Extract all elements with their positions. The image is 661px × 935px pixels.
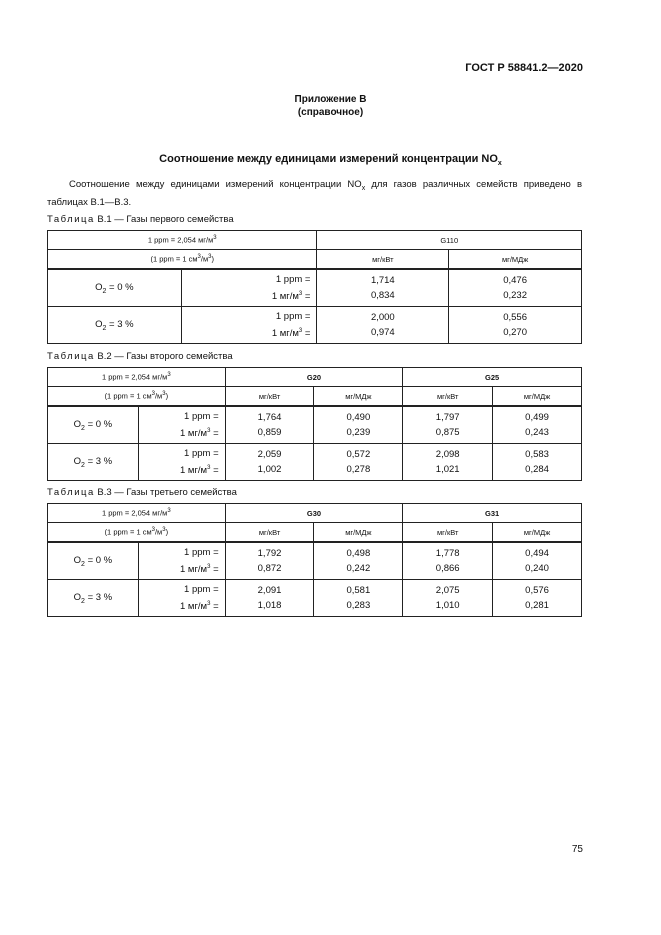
conv-sup: 3 <box>213 235 217 242</box>
value: 0,834 <box>370 290 395 302</box>
o2-sub: 2 <box>81 560 85 568</box>
header-row <box>48 250 582 270</box>
unit-label-cell <box>138 542 225 580</box>
mgm3-text: 1 мг/м <box>180 465 208 477</box>
o2-value: = 0 % <box>84 554 113 566</box>
intro-paragraph <box>47 178 582 210</box>
value-cell <box>225 542 314 580</box>
table-row <box>48 580 582 617</box>
value: 2,091 <box>257 585 282 597</box>
annex-label: Приложение В <box>294 94 367 105</box>
conv-sup: 3 <box>162 527 166 534</box>
mgm3-label <box>145 597 219 614</box>
mgm3-label <box>188 287 311 304</box>
gas-header: G25 <box>403 368 582 387</box>
o2-cell <box>48 580 139 617</box>
unit-label-cell <box>181 269 317 307</box>
conv-text: 1 ppm = 2,054 мг/м <box>101 372 168 382</box>
table-caption <box>47 214 234 225</box>
o2-sub: 2 <box>81 461 85 469</box>
value-cell <box>225 406 314 444</box>
o2-cell <box>48 406 139 444</box>
mgm3-eq: = <box>210 601 219 613</box>
header-row <box>48 523 582 543</box>
ppm-label: 1 ppm = <box>275 311 311 323</box>
header-row <box>48 387 582 407</box>
intro-text-b: для газов различных семейств приведено в таблицах В.1—В.3. <box>47 179 583 208</box>
value-cell <box>317 269 449 307</box>
gas-header: G20 <box>225 368 403 387</box>
ppm-label: 1 ppm = <box>184 547 219 558</box>
mgm3-text: 1 мг/м <box>180 601 208 613</box>
ppm-label: 1 ppm = <box>184 448 219 460</box>
caption-word: Таблица <box>47 487 95 498</box>
o2-sub: 2 <box>81 597 85 605</box>
value: 2,000 <box>370 312 395 324</box>
value: 0,581 <box>346 585 371 597</box>
caption-word: Таблица <box>47 214 95 225</box>
conv-text: /м <box>154 527 163 537</box>
page-number: 75 <box>571 844 583 855</box>
o2-sub: 2 <box>102 287 107 295</box>
mgm3-label <box>145 424 219 441</box>
mgm3-eq: = <box>302 291 311 303</box>
gas-header: G30 <box>225 504 403 523</box>
mgm3-sup: 3 <box>298 328 303 335</box>
o2-prefix: O <box>73 418 82 430</box>
value-cell <box>314 444 403 481</box>
caption-rest: В.3 — Газы третьего семейства <box>94 487 237 498</box>
value: 0,576 <box>525 585 549 597</box>
value: 0,974 <box>370 327 395 339</box>
intro-text-a: Соотношение между единицами измерений концентрации NO <box>69 179 362 190</box>
value: 1,797 <box>435 412 460 424</box>
section-title-subscript: x <box>497 160 502 168</box>
o2-value: = 3 % <box>84 455 113 467</box>
mgm3-eq: = <box>210 465 219 477</box>
value: 0,476 <box>503 275 527 287</box>
mgm3-text: 1 мг/м <box>180 428 208 440</box>
value-cell <box>314 406 403 444</box>
value-cell <box>493 444 582 481</box>
value-cell <box>493 542 582 580</box>
table-row <box>48 269 582 307</box>
value: 0,240 <box>525 563 549 575</box>
unit-header: мг/МДж <box>314 387 403 407</box>
value: 1,002 <box>257 464 282 476</box>
value: 0,239 <box>346 427 371 439</box>
o2-prefix: O <box>73 455 82 467</box>
section-title-text: Соотношение между единицами измерений концентрации NO <box>159 153 498 165</box>
conversion-header <box>48 387 226 407</box>
conversion-header <box>48 523 226 543</box>
value: 0,499 <box>525 412 549 424</box>
mgm3-label <box>145 560 219 577</box>
value-cell <box>403 406 493 444</box>
o2-value: = 0 % <box>106 281 134 293</box>
o2-cell <box>48 444 139 481</box>
mgm3-sup: 3 <box>207 465 211 472</box>
o2-value: = 3 % <box>84 591 113 603</box>
o2-prefix: O <box>95 281 103 293</box>
value: 2,059 <box>257 449 282 461</box>
conv-text: ) <box>211 254 214 264</box>
unit-header: мг/кВт <box>403 523 493 543</box>
conv-text: /м <box>154 391 163 401</box>
value: 2,098 <box>435 449 460 461</box>
annex-heading <box>0 93 661 119</box>
value: 0,243 <box>525 427 549 439</box>
unit-label-cell <box>181 307 317 344</box>
value: 0,278 <box>346 464 371 476</box>
mgm3-sup: 3 <box>298 291 303 297</box>
value-cell <box>403 580 493 617</box>
conv-text: 1 ppm = 2,054 мг/м <box>101 508 168 518</box>
value: 1,714 <box>370 275 395 287</box>
header-row <box>48 368 582 387</box>
mgm3-eq: = <box>210 564 219 576</box>
table-row <box>48 307 582 344</box>
value: 0,284 <box>525 464 549 476</box>
unit-label-cell <box>138 580 225 617</box>
conversion-header <box>48 250 317 270</box>
conv-sup: 3 <box>151 391 155 398</box>
o2-prefix: O <box>73 554 82 566</box>
conv-text: ) <box>165 391 169 401</box>
unit-header: мг/МДж <box>493 523 582 543</box>
value-cell <box>449 307 582 344</box>
value-cell <box>317 307 449 344</box>
table-row <box>48 444 582 481</box>
mgm3-sup: 3 <box>207 601 211 608</box>
value: 2,075 <box>435 585 460 597</box>
conv-text: 1 ppm = 2,054 мг/м <box>147 235 214 245</box>
mgm3-sup: 3 <box>207 564 211 570</box>
conv-text: (1 ppm = 1 см <box>104 391 152 401</box>
o2-prefix: O <box>95 318 103 330</box>
gas-table-3 <box>47 503 582 617</box>
o2-value: = 0 % <box>84 418 113 430</box>
conv-sup: 3 <box>197 254 201 261</box>
o2-cell <box>48 307 182 344</box>
unit-label-cell <box>138 444 225 481</box>
gas-table-1 <box>47 230 582 344</box>
value: 0,875 <box>435 427 460 439</box>
value-cell <box>403 444 493 481</box>
unit-label-cell <box>138 406 225 444</box>
unit-header: мг/кВт <box>225 387 314 407</box>
o2-cell <box>48 269 182 307</box>
o2-sub: 2 <box>81 424 85 432</box>
header-row <box>48 504 582 523</box>
annex-status: (справочное) <box>297 107 364 118</box>
value-cell <box>314 542 403 580</box>
unit-header: мг/кВт <box>317 250 449 270</box>
conv-text: (1 ppm = 1 см <box>104 527 152 537</box>
ppm-label: 1 ppm = <box>184 584 219 596</box>
value: 0,281 <box>525 600 549 612</box>
mgm3-sup: 3 <box>207 428 211 434</box>
unit-header: мг/кВт <box>403 387 493 407</box>
intro-subscript: x <box>361 184 366 192</box>
value: 1,021 <box>435 464 460 476</box>
value: 0,556 <box>503 312 527 324</box>
conv-sup: 3 <box>167 372 171 379</box>
value: 1,764 <box>257 412 282 424</box>
table-row <box>48 406 582 444</box>
caption-word: Таблица <box>47 351 95 362</box>
conv-text: /м <box>200 254 209 264</box>
value: 0,270 <box>503 327 527 339</box>
conv-text: (1 ppm = 1 см <box>150 254 198 264</box>
mgm3-text: 1 мг/м <box>271 291 299 303</box>
value: 0,872 <box>257 563 282 575</box>
conv-text: ) <box>165 527 169 537</box>
header-row <box>48 231 582 250</box>
value: 0,242 <box>346 563 371 575</box>
conversion-header <box>48 368 226 387</box>
mgm3-text: 1 мг/м <box>180 564 208 576</box>
mgm3-label <box>145 461 219 478</box>
value-cell <box>493 580 582 617</box>
unit-header: мг/МДж <box>493 387 582 407</box>
mgm3-eq: = <box>210 428 219 440</box>
conv-sup: 3 <box>151 527 155 534</box>
section-title <box>0 153 661 167</box>
ppm-label: 1 ppm = <box>184 411 219 422</box>
value-cell <box>493 406 582 444</box>
o2-value: = 3 % <box>106 318 134 330</box>
value: 0,494 <box>525 548 549 560</box>
ppm-label: 1 ppm = <box>275 274 311 285</box>
table-row <box>48 542 582 580</box>
value: 0,490 <box>346 412 371 424</box>
value: 1,792 <box>257 548 282 560</box>
conv-sup: 3 <box>162 391 166 398</box>
conversion-header <box>48 231 317 250</box>
caption-rest: В.2 — Газы второго семейства <box>94 351 233 362</box>
table-caption <box>47 351 233 362</box>
value-cell <box>403 542 493 580</box>
o2-prefix: O <box>73 591 82 603</box>
value-cell <box>225 444 314 481</box>
value-cell <box>314 580 403 617</box>
value: 0,232 <box>503 290 527 302</box>
unit-header: мг/МДж <box>314 523 403 543</box>
mgm3-label <box>188 324 311 341</box>
caption-rest: В.1 — Газы первого семейства <box>94 214 234 225</box>
value: 0,572 <box>346 449 371 461</box>
value: 1,778 <box>435 548 460 560</box>
value-cell <box>225 580 314 617</box>
gas-table-2 <box>47 367 582 481</box>
conv-sup: 3 <box>208 254 212 261</box>
unit-header: мг/кВт <box>225 523 314 543</box>
mgm3-eq: = <box>302 328 311 340</box>
value: 0,583 <box>525 449 549 461</box>
mgm3-text: 1 мг/м <box>271 328 299 340</box>
conv-sup: 3 <box>167 508 171 515</box>
gas-header: G110 <box>317 231 582 250</box>
unit-header: мг/МДж <box>449 250 582 270</box>
value: 0,866 <box>435 563 460 575</box>
value: 0,498 <box>346 548 371 560</box>
o2-cell <box>48 542 139 580</box>
value: 0,283 <box>346 600 371 612</box>
standard-code: ГОСТ Р 58841.2—2020 <box>465 62 583 74</box>
table-caption <box>47 487 237 498</box>
value: 1,018 <box>257 600 282 612</box>
value: 0,859 <box>257 427 282 439</box>
value-cell <box>449 269 582 307</box>
value: 1,010 <box>435 600 460 612</box>
conversion-header <box>48 504 226 523</box>
gas-header: G31 <box>403 504 582 523</box>
o2-sub: 2 <box>102 324 107 332</box>
